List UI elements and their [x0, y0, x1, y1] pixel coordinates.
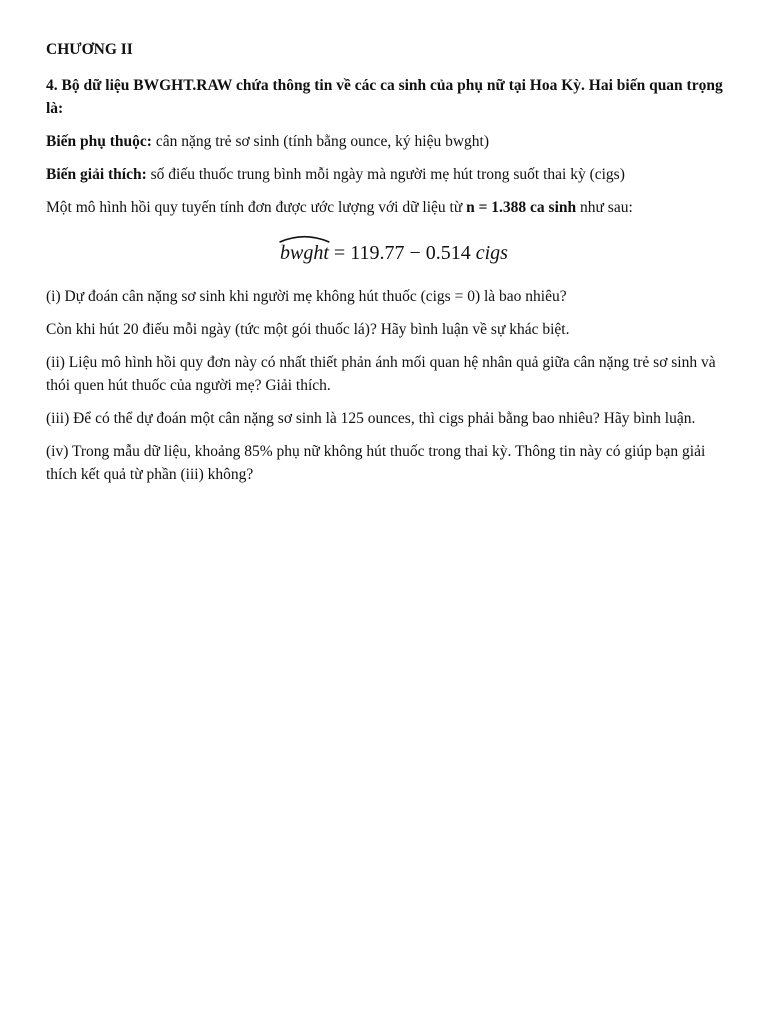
- equation-variable: cigs: [475, 242, 508, 264]
- sample-size: n = 1.388 ca sinh: [466, 199, 577, 216]
- part-i-line-2: Còn khi hút 20 điếu mỗi ngày (tức một gói thuốc lá)? Hãy bình luận về sự khác biệt.: [46, 321, 570, 338]
- regression-equation: [46, 239, 736, 267]
- explanatory-variable-label: Biến giải thích:: [46, 166, 147, 183]
- document-page: [46, 38, 736, 496]
- model-intro-before: Một mô hình hồi quy tuyến tính đơn được ước lượng với dữ liệu từ: [46, 199, 467, 216]
- equation-lhs-text: bwght: [280, 242, 329, 264]
- model-intro-line: [46, 196, 736, 219]
- part-i-line-1: (i) Dự đoán cân nặng sơ sinh khi người mẹ không hút thuốc (cigs = 0) là bao nhiêu?: [46, 288, 567, 305]
- part-iii: (iii) Để có thể dự đoán một cân nặng sơ sinh là 125 ounces, thì cigs phải bằng bao nhiêu? Hãy bình luận.: [46, 410, 696, 427]
- explanatory-variable-line: [46, 163, 736, 186]
- dependent-variable-line: [46, 130, 736, 153]
- equation-lhs: [280, 239, 329, 267]
- hat-accent-icon: [279, 234, 330, 243]
- equation-minus: −: [404, 242, 426, 264]
- dependent-variable-text: cân nặng trẻ sơ sinh (tính bằng ounce, ký hiệu bwght): [151, 133, 490, 150]
- chapter-title: CHƯƠNG II: [46, 41, 133, 58]
- model-intro-after: như sau:: [576, 199, 633, 216]
- dependent-variable-label: Biến phụ thuộc:: [46, 133, 152, 150]
- explanatory-variable-text: số điếu thuốc trung bình mỗi ngày mà người mẹ hút trong suốt thai kỳ (cigs): [146, 166, 625, 183]
- equation-slope: 0.514: [425, 242, 471, 264]
- question-4-intro: 4. Bộ dữ liệu BWGHT.RAW chứa thông tin về các ca sinh của phụ nữ tại Hoa Kỳ. Hai biến quan trọng là:: [46, 77, 723, 117]
- part-iv: (iv) Trong mẫu dữ liệu, khoảng 85% phụ nữ không hút thuốc trong thai kỳ. Thông tin này có giúp bạn giải thích kết quả từ phần (iii) không?: [46, 443, 706, 483]
- equation-intercept: 119.77: [350, 242, 405, 264]
- part-ii: (ii) Liệu mô hình hồi quy đơn này có nhất thiết phản ánh mối quan hệ nhân quả giữa cân nặng trẻ sơ sinh và thói quen hút thuốc của người mẹ? Giải thích.: [46, 354, 716, 394]
- equation-equals: =: [328, 242, 351, 264]
